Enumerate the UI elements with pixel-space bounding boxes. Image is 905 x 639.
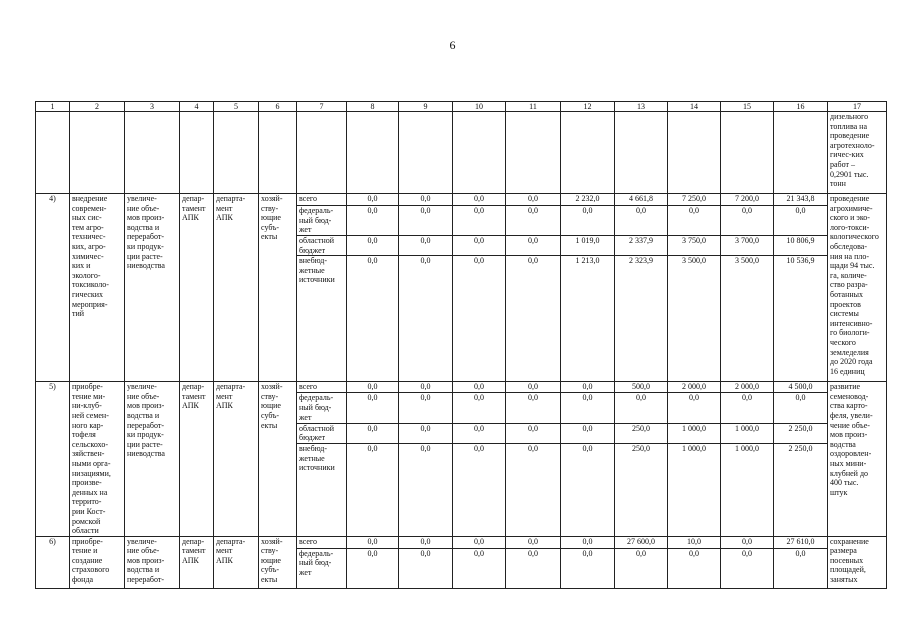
funding-value-text: 0,0	[582, 548, 593, 558]
funding-value	[399, 423, 453, 444]
table-row	[36, 382, 887, 393]
funding-value	[774, 194, 828, 206]
funding-value-text: 0,0	[636, 393, 646, 403]
measure-goal	[125, 536, 180, 588]
measure-goal	[125, 194, 180, 382]
continuation-row	[36, 112, 887, 194]
funding-value	[347, 393, 399, 423]
empty-cell	[297, 112, 347, 194]
coexecutor	[214, 382, 259, 537]
column-header: 5	[214, 102, 259, 112]
funding-value	[347, 536, 399, 548]
column-header: 12	[561, 102, 615, 112]
funding-value-text: 0,0	[528, 206, 538, 215]
funding-value-text: 0,0	[474, 194, 484, 203]
empty-cell	[615, 112, 668, 194]
funding-value	[561, 236, 615, 256]
empty-cell	[180, 112, 214, 194]
result-cell-text: дизельного топлива на проведение агротехноло- гичес-ких работ – 0,2901 тыс. тонн	[830, 112, 875, 189]
funding-value	[347, 548, 399, 588]
funding-value	[668, 256, 721, 382]
funding-value-text: 0,0	[474, 423, 484, 433]
responsible-executor	[180, 536, 214, 588]
funding-value-text: 0,0	[528, 393, 538, 403]
measure-goal-text: увеличе- ние объе- мов произ- водства и переработ- ки продук- ции расте- ниеводства	[127, 194, 165, 271]
responsible-executor	[180, 382, 214, 537]
participants	[259, 536, 297, 588]
funding-value	[561, 444, 615, 537]
funding-value-text: 27 610,0	[786, 536, 815, 546]
funding-value-text: 0,0	[474, 393, 484, 403]
empty-cell	[668, 112, 721, 194]
funding-value-text: 0,0	[367, 256, 378, 266]
column-header: 1	[36, 102, 70, 112]
item-number-text: 6)	[49, 536, 56, 546]
column-header: 16	[774, 102, 828, 112]
funding-value-text: 0,0	[367, 536, 378, 546]
funding-value-text: 0,0	[795, 393, 806, 403]
funding-value-text: 1 000,0	[735, 444, 759, 454]
funding-value-text: 10 536,9	[786, 256, 815, 266]
expected-result-text: сохранение размера посевных площадей, занятых	[830, 536, 869, 585]
funding-value-text: 0,0	[420, 256, 431, 266]
funding-value-text: 0,0	[528, 194, 538, 203]
funding-value	[453, 423, 506, 444]
funding-value	[399, 382, 453, 393]
funding-value	[399, 256, 453, 382]
funding-value	[615, 206, 668, 236]
column-header: 3	[125, 102, 180, 112]
funding-value-text: 0,0	[474, 382, 484, 392]
empty-cell	[453, 112, 506, 194]
result-cell	[828, 112, 887, 194]
funding-value-text: 0,0	[582, 444, 593, 454]
item-number-text: 4)	[49, 194, 56, 203]
funding-value-text: 1 213,0	[575, 256, 600, 266]
funding-value-text: 7 200,0	[735, 194, 759, 203]
funding-value-text: 0,0	[528, 236, 538, 245]
funding-value-text: 0,0	[474, 256, 484, 266]
funding-value	[561, 256, 615, 382]
funding-value	[506, 548, 561, 588]
item-number-text: 5)	[49, 382, 56, 392]
funding-value-text: 0,0	[367, 194, 378, 203]
funding-value	[399, 548, 453, 588]
funding-value	[774, 236, 828, 256]
funding-value-text: 1 019,0	[575, 236, 600, 245]
funding-source	[297, 206, 347, 236]
funding-source	[297, 194, 347, 206]
participants	[259, 382, 297, 537]
column-header: 4	[180, 102, 214, 112]
empty-cell	[561, 112, 615, 194]
coexecutor-text: департа- мент АПК	[216, 382, 246, 411]
funding-value-text: 0,0	[636, 548, 646, 558]
expected-result	[828, 194, 887, 382]
expected-result	[828, 536, 887, 588]
funding-value-text: 0,0	[528, 423, 538, 433]
funding-value-text: 0,0	[689, 548, 699, 558]
funding-value-text: 10,0	[687, 536, 701, 546]
funding-value	[561, 393, 615, 423]
funding-source	[297, 536, 347, 548]
funding-value-text: 1 000,0	[682, 423, 706, 433]
funding-value	[774, 536, 828, 548]
funding-value	[561, 423, 615, 444]
item-number	[36, 382, 70, 537]
participants-text: хозяй- ству- ющие субъ- екты	[261, 194, 283, 242]
funding-value	[453, 256, 506, 382]
funding-source-text: областной бюджет	[299, 236, 335, 255]
funding-value	[347, 236, 399, 256]
funding-value	[561, 194, 615, 206]
funding-source	[297, 393, 347, 423]
funding-value-text: 0,0	[795, 548, 806, 558]
empty-cell	[399, 112, 453, 194]
measure-name-text: приобре- тение ми- ни-клуб- ней семен- ного кар- тофеля сельскохо- зяйствен- ными орга- низациями, произве- денных на террито- рии Кост- ромской области	[72, 382, 111, 536]
funding-value-text: 10 806,9	[786, 236, 815, 245]
funding-value	[506, 444, 561, 537]
funding-value	[721, 206, 774, 236]
funding-value-text: 2 250,0	[788, 423, 813, 433]
funding-source	[297, 444, 347, 537]
funding-value	[347, 256, 399, 382]
funding-value	[506, 256, 561, 382]
funding-value	[668, 236, 721, 256]
funding-value-text: 0,0	[367, 382, 378, 392]
funding-value	[615, 536, 668, 548]
funding-value	[506, 393, 561, 423]
funding-value	[668, 548, 721, 588]
funding-value	[774, 393, 828, 423]
measure-goal	[125, 382, 180, 537]
measure-name-text: приобре- тение и создание страхового фонда	[72, 536, 110, 585]
column-header: 14	[668, 102, 721, 112]
funding-value-text: 0,0	[367, 548, 378, 558]
funding-value-text: 0,0	[420, 548, 431, 558]
measure-name-text: внедрение современ- ных сис- тем агро- техничес- ких, агро- химичес- ких и эколого- токсиколо- гических мероприя- тий	[72, 194, 109, 319]
column-header: 9	[399, 102, 453, 112]
funding-value	[615, 382, 668, 393]
funding-value	[561, 206, 615, 236]
empty-cell	[259, 112, 297, 194]
funding-value	[668, 382, 721, 393]
measure-goal-text: увеличе- ние объе- мов произ- водства и переработ-	[127, 536, 165, 585]
funding-value	[774, 256, 828, 382]
table-body	[36, 102, 887, 589]
funding-value-text: 0,0	[528, 382, 538, 392]
funding-value	[506, 194, 561, 206]
column-header: 7	[297, 102, 347, 112]
funding-source-text: всего	[299, 194, 318, 203]
funding-value-text: 0,0	[367, 236, 378, 245]
funding-source	[297, 256, 347, 382]
funding-value-text: 250,0	[632, 444, 650, 454]
expected-result	[828, 382, 887, 537]
funding-value-text: 0,0	[689, 206, 699, 215]
funding-value-text: 2 000,0	[735, 382, 759, 392]
funding-value	[506, 382, 561, 393]
funding-value-text: 3 500,0	[735, 256, 759, 266]
table-row	[36, 194, 887, 206]
item-number	[36, 194, 70, 382]
funding-value-text: 0,0	[474, 206, 484, 215]
coexecutor	[214, 536, 259, 588]
funding-value	[399, 444, 453, 537]
empty-cell	[125, 112, 180, 194]
funding-value	[453, 548, 506, 588]
funding-source-text: федераль- ный бюд- жет	[299, 393, 334, 422]
coexecutor-text: департа- мент АПК	[216, 194, 246, 223]
funding-source-text: федераль- ный бюд- жет	[299, 548, 334, 577]
funding-value-text: 2 000,0	[682, 382, 706, 392]
funding-value-text: 0,0	[636, 206, 646, 215]
funding-value-text: 0,0	[582, 206, 593, 215]
expected-result-text: проведение агрохимиче- ского и эко- лого-токси- кологического обследова- ния на пло- щади 94 тыс. га, количе- ство разра- ботанных проектов системы интенсивно- го биологи- ческого земледелия до 2020 года 16 единиц	[830, 194, 879, 376]
responsible-executor-text: депар- тамент АПК	[182, 382, 206, 411]
responsible-executor-text: депар- тамент АПК	[182, 536, 206, 565]
measure-name	[70, 382, 125, 537]
funding-value-text: 0,0	[420, 206, 431, 215]
column-header: 13	[615, 102, 668, 112]
funding-value-text: 0,0	[367, 423, 378, 433]
funding-value	[453, 444, 506, 537]
funding-value-text: 4 500,0	[788, 382, 813, 392]
funding-value-text: 0,0	[582, 382, 593, 392]
funding-value	[615, 194, 668, 206]
funding-value	[668, 444, 721, 537]
funding-value	[347, 382, 399, 393]
funding-value-text: 0,0	[367, 444, 378, 454]
funding-value-text: 0,0	[742, 536, 752, 546]
funding-value	[399, 393, 453, 423]
funding-value-text: 2 232,0	[575, 194, 600, 203]
participants-text: хозяй- ству- ющие субъ- екты	[261, 382, 283, 430]
funding-value-text: 0,0	[474, 548, 484, 558]
funding-value	[399, 236, 453, 256]
funding-value	[668, 206, 721, 236]
funding-value-text: 0,0	[420, 194, 431, 203]
column-header: 10	[453, 102, 506, 112]
funding-value-text: 0,0	[420, 393, 431, 403]
responsible-executor	[180, 194, 214, 382]
column-header: 11	[506, 102, 561, 112]
funding-value-text: 250,0	[632, 423, 650, 433]
funding-value-text: 0,0	[689, 393, 699, 403]
column-header: 8	[347, 102, 399, 112]
funding-value-text: 0,0	[528, 536, 538, 546]
funding-value	[774, 548, 828, 588]
funding-value-text: 0,0	[528, 548, 538, 558]
funding-value-text: 0,0	[582, 423, 593, 433]
funding-value	[347, 423, 399, 444]
funding-value-text: 0,0	[474, 444, 484, 454]
funding-value-text: 500,0	[632, 382, 650, 392]
funding-value	[453, 382, 506, 393]
funding-source-text: федераль- ный бюд- жет	[299, 206, 334, 235]
responsible-executor-text: депар- тамент АПК	[182, 194, 206, 223]
empty-cell	[347, 112, 399, 194]
funding-value	[721, 382, 774, 393]
empty-cell	[36, 112, 70, 194]
funding-value-text: 0,0	[582, 393, 593, 403]
funding-source	[297, 423, 347, 444]
funding-value-text: 0,0	[742, 393, 752, 403]
funding-value	[668, 423, 721, 444]
funding-value	[615, 444, 668, 537]
funding-value	[347, 194, 399, 206]
funding-value-text: 3 750,0	[682, 236, 706, 245]
funding-value	[347, 206, 399, 236]
funding-value	[561, 536, 615, 548]
funding-value-text: 0,0	[420, 423, 431, 433]
funding-value-text: 0,0	[420, 444, 431, 454]
funding-value-text: 0,0	[420, 382, 431, 392]
column-header: 2	[70, 102, 125, 112]
program-table	[35, 101, 887, 589]
funding-source	[297, 548, 347, 588]
funding-value	[506, 536, 561, 548]
funding-value	[774, 444, 828, 537]
funding-value	[721, 393, 774, 423]
funding-value	[721, 444, 774, 537]
funding-value-text: 0,0	[528, 444, 538, 454]
funding-value-text: 3 700,0	[735, 236, 759, 245]
funding-value	[561, 382, 615, 393]
funding-value-text: 2 337,9	[629, 236, 653, 245]
funding-value-text: 21 343,8	[786, 194, 815, 203]
funding-value-text: 2 323,9	[629, 256, 653, 266]
funding-value	[615, 423, 668, 444]
funding-value	[668, 393, 721, 423]
funding-value-text: 2 250,0	[788, 444, 813, 454]
funding-value	[453, 194, 506, 206]
funding-value	[399, 206, 453, 236]
funding-value-text: 0,0	[582, 536, 593, 546]
empty-cell	[774, 112, 828, 194]
column-header: 15	[721, 102, 774, 112]
item-number	[36, 536, 70, 588]
header-row	[36, 102, 887, 112]
coexecutor-text: департа- мент АПК	[216, 536, 246, 565]
funding-value-text: 0,0	[795, 206, 806, 215]
funding-value-text: 0,0	[367, 393, 378, 403]
funding-source	[297, 236, 347, 256]
funding-value	[615, 393, 668, 423]
expected-result-text: развитие семеновод- ства карто- феля, увели- чение объе- мов произ- водства оздоровлен- ных мини- клубней до 400 тыс. штук	[830, 382, 873, 497]
coexecutor	[214, 194, 259, 382]
funding-value-text: 0,0	[420, 236, 431, 245]
funding-value	[668, 536, 721, 548]
funding-value	[453, 236, 506, 256]
funding-value	[561, 548, 615, 588]
funding-value-text: 4 661,8	[629, 194, 653, 203]
funding-value	[668, 194, 721, 206]
funding-value	[453, 536, 506, 548]
funding-value	[506, 236, 561, 256]
funding-value	[453, 206, 506, 236]
funding-source-text: всего	[299, 382, 318, 392]
funding-value-text: 0,0	[367, 206, 378, 215]
funding-value	[721, 548, 774, 588]
funding-value	[721, 423, 774, 444]
table-row	[36, 536, 887, 548]
empty-cell	[214, 112, 259, 194]
funding-value	[721, 256, 774, 382]
funding-value-text: 0,0	[474, 236, 484, 245]
measure-name	[70, 194, 125, 382]
funding-value-text: 0,0	[420, 536, 431, 546]
page-number: 6	[449, 38, 456, 52]
funding-value	[399, 536, 453, 548]
funding-value	[774, 206, 828, 236]
funding-value	[774, 382, 828, 393]
funding-value	[615, 548, 668, 588]
funding-value-text: 0,0	[742, 548, 752, 558]
column-header: 6	[259, 102, 297, 112]
funding-value	[347, 444, 399, 537]
participants	[259, 194, 297, 382]
empty-cell	[70, 112, 125, 194]
funding-value	[721, 194, 774, 206]
funding-source-text: всего	[299, 536, 318, 546]
funding-value-text: 7 250,0	[682, 194, 706, 203]
funding-value-text: 1 000,0	[682, 444, 706, 454]
empty-cell	[506, 112, 561, 194]
funding-source-text: областной бюджет	[299, 423, 335, 443]
funding-value-text: 1 000,0	[735, 423, 759, 433]
participants-text: хозяй- ству- ющие субъ- екты	[261, 536, 283, 585]
funding-value-text: 3 500,0	[682, 256, 706, 266]
funding-value-text: 0,0	[474, 536, 484, 546]
funding-value	[774, 423, 828, 444]
funding-value	[721, 236, 774, 256]
measure-goal-text: увеличе- ние объе- мов произ- водства и переработ- ки продук- ции расте- ниеводства	[127, 382, 165, 459]
funding-value	[721, 536, 774, 548]
funding-value	[506, 206, 561, 236]
funding-value-text: 27 600,0	[627, 536, 655, 546]
funding-value	[453, 393, 506, 423]
funding-value	[615, 236, 668, 256]
column-header: 17	[828, 102, 887, 112]
funding-value	[506, 423, 561, 444]
funding-source-text: внебюд- жетные источники	[299, 444, 335, 473]
funding-source-text: внебюд- жетные источники	[299, 256, 335, 285]
funding-source	[297, 382, 347, 393]
funding-value-text: 0,0	[742, 206, 752, 215]
funding-value	[399, 194, 453, 206]
funding-value-text: 0,0	[528, 256, 538, 266]
funding-value	[615, 256, 668, 382]
empty-cell	[721, 112, 774, 194]
measure-name	[70, 536, 125, 588]
